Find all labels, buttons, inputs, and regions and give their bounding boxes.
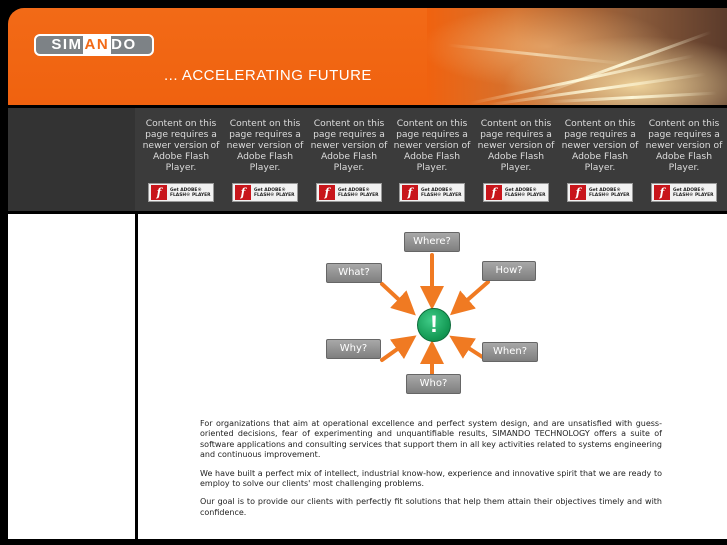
flash-button-line2: FLASH® PLAYER — [254, 192, 295, 198]
flash-message: Content on this page requires a newer version of Adobe Flash Player. — [477, 118, 555, 173]
flash-button-label — [170, 188, 211, 198]
logo-text-part1: SIM — [51, 36, 83, 53]
flash-message: Content on this page requires a newer version of Adobe Flash Player. — [393, 118, 471, 173]
center-exclamation-icon: ! — [417, 308, 451, 342]
get-flash-player-button[interactable] — [148, 183, 214, 202]
flash-button-label — [673, 188, 714, 198]
flash-button-label — [505, 188, 546, 198]
arrow-from-what — [382, 284, 410, 310]
left-sidebar — [8, 214, 135, 539]
flash-button-line2: FLASH® PLAYER — [338, 192, 379, 198]
node-what: What? — [326, 263, 382, 283]
flash-player-icon: f — [319, 185, 335, 200]
simando-logo[interactable] — [34, 34, 154, 56]
intro-text — [200, 419, 662, 526]
get-flash-player-button[interactable] — [316, 183, 382, 202]
get-flash-player-button[interactable] — [232, 183, 298, 202]
node-when: When? — [482, 342, 538, 362]
flash-player-icon: f — [235, 185, 251, 200]
question-diagram — [326, 228, 542, 396]
flash-button-line2: FLASH® PLAYER — [589, 192, 630, 198]
flash-left-spacer — [8, 108, 135, 211]
flash-items-container — [139, 108, 727, 211]
flash-button-line1: Get ADOBE® — [673, 187, 705, 193]
flash-button-line2: FLASH® PLAYER — [673, 192, 714, 198]
flash-button-line1: Get ADOBE® — [170, 187, 202, 193]
flash-button-label — [338, 188, 379, 198]
header-highway-photo — [427, 8, 727, 105]
paragraph-1: For organizations that aim at operational excellence and perfect system design, and are unsatisfied with guess-oriented decisions, fear of experimenting and unquantifiable results, SIMANDO TECHNOLOGY offers a suite of software applications and consulting services that support them in all key activities related to systems engineering and continuous improvement. — [200, 419, 662, 460]
flash-button-label — [254, 188, 295, 198]
flash-button-line1: Get ADOBE® — [338, 187, 370, 193]
logo-text-part2: AN — [84, 36, 110, 53]
flash-player-icon: f — [654, 185, 670, 200]
flash-message: Content on this page requires a newer version of Adobe Flash Player. — [226, 118, 304, 173]
flash-player-icon: f — [486, 185, 502, 200]
get-flash-player-button[interactable] — [567, 183, 633, 202]
arrow-from-why — [382, 340, 410, 360]
paragraph-2: We have built a perfect mix of intellect, industrial know-how, experience and innovative spirit that we are ready to employ to solve our clients' most challenging problems. — [200, 468, 662, 489]
main-content — [138, 214, 727, 539]
flash-button-line1: Get ADOBE® — [589, 187, 621, 193]
flash-button-line2: FLASH® PLAYER — [421, 192, 462, 198]
flash-button-line2: FLASH® PLAYER — [170, 192, 211, 198]
flash-button-label — [421, 188, 462, 198]
flash-message: Content on this page requires a newer version of Adobe Flash Player. — [561, 118, 639, 173]
paragraph-3: Our goal is to provide our clients with perfectly fit solutions that help them attain their objectives timely and with confidence. — [200, 497, 662, 517]
node-who: Who? — [406, 374, 461, 394]
node-how: How? — [482, 261, 536, 281]
flash-message: Content on this page requires a newer version of Adobe Flash Player. — [142, 118, 220, 173]
get-flash-player-button[interactable] — [399, 183, 465, 202]
logo-text-part3: DO — [111, 36, 137, 53]
flash-button-label — [589, 188, 630, 198]
node-where: Where? — [404, 232, 460, 252]
get-flash-player-button[interactable] — [483, 183, 549, 202]
get-flash-player-button[interactable] — [651, 183, 717, 202]
flash-button-line1: Get ADOBE® — [505, 187, 537, 193]
flash-player-icon: f — [570, 185, 586, 200]
header — [8, 8, 727, 105]
flash-banner-row — [8, 108, 727, 211]
flash-button-line2: FLASH® PLAYER — [505, 192, 546, 198]
flash-player-icon: f — [402, 185, 418, 200]
tagline: ... ACCELERATING FUTURE — [164, 67, 372, 84]
node-why: Why? — [326, 339, 381, 359]
flash-button-line1: Get ADOBE® — [254, 187, 286, 193]
arrow-from-when — [456, 340, 484, 358]
flash-button-line1: Get ADOBE® — [421, 187, 453, 193]
arrow-from-how — [456, 282, 488, 310]
flash-message: Content on this page requires a newer version of Adobe Flash Player. — [645, 118, 723, 173]
flash-player-icon: f — [151, 185, 167, 200]
flash-message: Content on this page requires a newer version of Adobe Flash Player. — [310, 118, 388, 173]
